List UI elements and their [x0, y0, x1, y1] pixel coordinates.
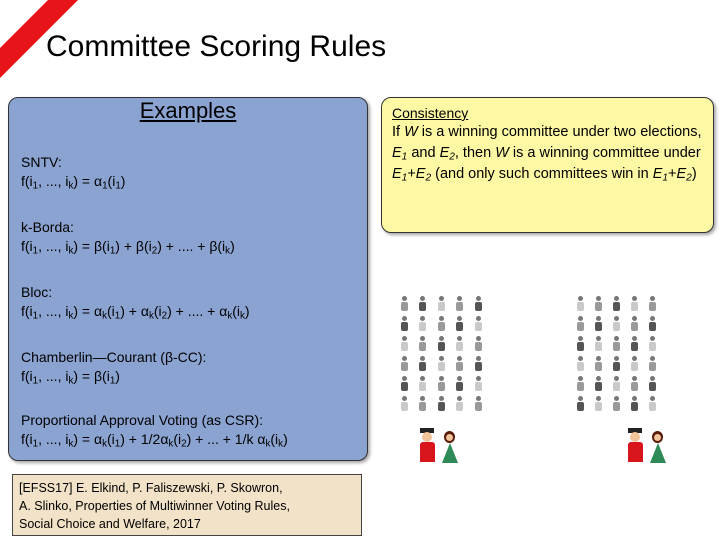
reference-line: Social Choice and Welfare, 2017: [19, 517, 201, 531]
voter-figure-icon: [455, 376, 464, 393]
voter-figure-icon: [576, 376, 585, 393]
reference-box: [12, 474, 362, 536]
voter-figure-icon: [418, 376, 427, 393]
voter-figure-icon: [455, 356, 464, 373]
voter-figure-icon: [418, 396, 427, 413]
voter-figure-icon: [418, 336, 427, 353]
winning-committee-illustration: [418, 428, 466, 468]
voter-figure-icon: [400, 376, 409, 393]
voter-figure-icon: [630, 356, 639, 373]
example-formula: $f(i_1$, ..., $i_k) = \alpha_k(i_1) + \alpha_k(i_2)$ + .... + $\alpha_k(i_k)$: [21, 303, 250, 322]
voter-figure-icon: [576, 336, 585, 353]
voter-figure-icon: [612, 396, 621, 413]
voter-figure-icon: [576, 356, 585, 373]
example-formula: $f(i_1$, ..., $i_k) = \beta(i_1) + \beta(i_2)$ + .... + $\beta(i_k)$: [21, 238, 235, 257]
example-formula: $f(i_1$, ..., $i_k) = \alpha_k(i_1) + 1/2\alpha_k(i_2)$ + ... + 1/k $\alpha_k(i_k)$: [21, 431, 288, 450]
voter-figure-icon: [648, 336, 657, 353]
voter-figure-icon: [400, 316, 409, 333]
voter-figure-icon: [594, 336, 603, 353]
voter-figure-icon: [455, 296, 464, 313]
voter-figure-icon: [437, 336, 446, 353]
example-label: Bloc:: [21, 284, 53, 300]
example-k-borda: [21, 218, 235, 256]
corner-decoration-inner: [0, 0, 48, 48]
voter-figure-icon: [630, 336, 639, 353]
example-bloc: [21, 283, 250, 321]
voter-figure-icon: [612, 356, 621, 373]
example-formula: $f(i_1$, ..., $i_k) = \alpha_1(i_1)$: [21, 173, 126, 192]
voter-figure-icon: [474, 336, 483, 353]
voter-figure-icon: [474, 356, 483, 373]
consistency-text: If W is a winning committee under two elections, $E_1$ and $E_2$, then W is a winning committee under $E_1+E_2$ (and only such committees win in $E_1+E_2$): [392, 124, 702, 184]
voter-figure-icon: [612, 316, 621, 333]
voter-figure-icon: [400, 396, 409, 413]
example-sntv: [21, 153, 125, 191]
voter-figure-icon: [648, 356, 657, 373]
voter-figure-icon: [648, 296, 657, 313]
voter-figure-icon: [437, 316, 446, 333]
voter-figure-icon: [594, 316, 603, 333]
reference-line: A. Slinko, Properties of Multiwinner Voting Rules,: [19, 499, 290, 513]
voter-figure-icon: [418, 356, 427, 373]
voter-figure-icon: [612, 376, 621, 393]
reference-line: [EFSS17] E. Elkind, P. Faliszewski, P. Skowron,: [19, 481, 283, 495]
voter-figure-icon: [612, 336, 621, 353]
voter-figure-icon: [630, 296, 639, 313]
voter-figure-icon: [400, 356, 409, 373]
voter-figure-icon: [474, 316, 483, 333]
voter-figure-icon: [594, 376, 603, 393]
examples-box: [8, 97, 368, 461]
example-label: Proportional Approval Voting (as CSR):: [21, 412, 264, 428]
voter-figure-icon: [594, 356, 603, 373]
voter-figure-icon: [437, 356, 446, 373]
voter-figure-icon: [455, 316, 464, 333]
voter-figure-icon: [418, 316, 427, 333]
example-label: k-Borda:: [21, 219, 74, 235]
voter-figure-icon: [437, 296, 446, 313]
voter-figure-icon: [455, 336, 464, 353]
winning-committee-illustration: [626, 428, 674, 468]
voter-figure-icon: [418, 296, 427, 313]
voter-figure-icon: [648, 316, 657, 333]
voter-figure-icon: [612, 296, 621, 313]
example-label: Chamberlin—Courant (β-CC):: [21, 349, 207, 365]
voter-figure-icon: [630, 376, 639, 393]
voter-figure-icon: [576, 396, 585, 413]
voter-figure-icon: [400, 296, 409, 313]
voter-figure-icon: [474, 296, 483, 313]
voter-figure-icon: [455, 396, 464, 413]
voter-figure-icon: [594, 396, 603, 413]
example-formula: $f(i_1$, ..., $i_k) = \beta(i_1)$: [21, 368, 120, 387]
voter-figure-icon: [630, 316, 639, 333]
voter-figure-icon: [576, 316, 585, 333]
voter-figure-icon: [648, 376, 657, 393]
voters-crowd-illustration: [400, 296, 700, 418]
consistency-heading: Consistency: [392, 105, 469, 121]
consistency-box: [381, 97, 714, 233]
voter-figure-icon: [594, 296, 603, 313]
example-chamberlin-courant: [21, 348, 206, 386]
voter-figure-icon: [630, 396, 639, 413]
slide-title: Committee Scoring Rules: [46, 30, 387, 63]
voter-figure-icon: [576, 296, 585, 313]
voter-figure-icon: [474, 396, 483, 413]
voter-figure-icon: [474, 376, 483, 393]
example-pav: [21, 411, 288, 449]
voter-figure-icon: [437, 376, 446, 393]
examples-title: Examples: [139, 98, 237, 123]
voter-figure-icon: [437, 396, 446, 413]
example-label: SNTV:: [21, 154, 62, 170]
voter-figure-icon: [400, 336, 409, 353]
voter-figure-icon: [648, 396, 657, 413]
